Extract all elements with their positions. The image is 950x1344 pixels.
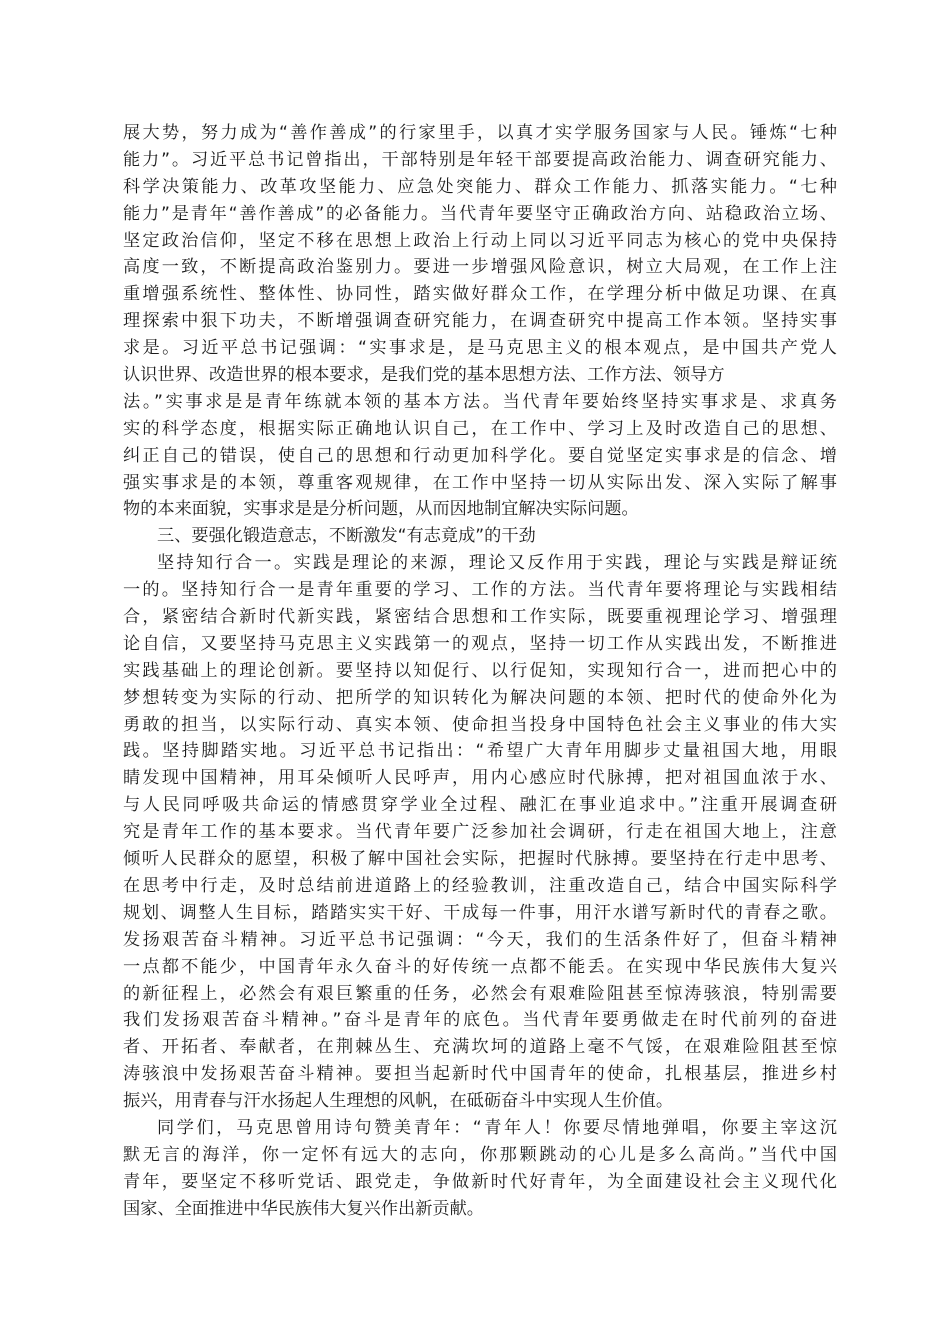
paragraph-line: 倾听人民群众的愿望，积极了解中国社会实际，把握时代脉搏。要坚持在行走中思考、 [123,849,837,870]
paragraph-line: 求是。习近平总书记强调：“实事求是，是马克思主义的根本观点，是中国共产党人 [123,338,837,359]
paragraph-line: 究是青年工作的基本要求。当代青年要广泛参加社会调研，行走在祖国大地上，注意 [123,822,837,843]
paragraph-line: 默无言的海洋，你一定怀有远大的志向，你那颗跳动的心儿是多么高尚。”当代中国 [123,1144,837,1165]
paragraph-line: 我们发扬艰苦奋斗精神。”奋斗是青年的底色。当代青年要勇做走在时代前列的奋进 [123,1010,837,1031]
paragraph-line: 强实事求是的本领，尊重客观规律，在工作中坚持一切从实际出发、深入实际了解事 [123,472,837,493]
paragraph-line: 坚持知行合一。实践是理论的来源，理论又反作用于实践，理论与实践是辩证统 [157,553,837,574]
paragraph-line: 物的本来面貌，实事求是是分析问题，从而因地制宜解决实际问题。 [123,499,639,520]
paragraph-line: 合，紧密结合新时代新实践，紧密结合思想和工作实际，既要重视理论学习、增强理 [123,607,837,628]
paragraph-line: 一的。坚持知行合一是青年重要的学习、工作的方法。当代青年要将理论与实践相结 [123,580,837,601]
document-body [123,120,837,1223]
paragraph-line: 与人民同呼吸共命运的情感贯穿学业全过程、融汇在事业追求中。”注重开展调查研 [123,795,837,816]
paragraph-line: 理探索中狠下功夫，不断增强调查研究能力，在调查研究中提高工作本领。坚持实事 [123,311,837,332]
paragraph-line: 涛骇浪中发扬艰苦奋斗精神。要担当起新时代中国青年的使命，扎根基层，推进乡村 [123,1064,837,1085]
paragraph-line: 规划、调整人生目标，踏踏实实干好、干成每一件事，用汗水谱写新时代的青春之歌。 [123,902,837,923]
paragraph-line: 梦想转变为实际的行动、把所学的知识转化为解决问题的本领、把时代的使命外化为 [123,687,837,708]
section-heading: 三、要强化锻造意志，不断激发“有志竟成”的干劲 [157,526,536,547]
paragraph-line: 践。坚持脚踏实地。习近平总书记指出：“希望广大青年用脚步丈量祖国大地，用眼 [123,741,837,762]
paragraph-line: 的新征程上，必然会有艰巨繁重的任务，必然会有艰难险阻甚至惊涛骇浪，特别需要 [123,983,837,1004]
paragraph-line: 纠正自己的错误，使自己的思想和行动更加科学化。要自觉坚定实事求是的信念、增 [123,445,837,466]
paragraph-line: 展大势，努力成为“善作善成”的行家里手，以真才实学服务国家与人民。锤炼“七种 [123,123,837,143]
paragraph-line: 能力”是青年“善作善成”的必备能力。当代青年要坚守正确政治方向、站稳政治立场、 [123,203,837,224]
paragraph-line: 者、开拓者、奉献者，在荆棘丛生、充满坎坷的道路上毫不气馁，在艰难险阻甚至惊 [123,1037,837,1058]
paragraph-line: 青年，要坚定不移听党话、跟党走，争做新时代好青年，为全面建设社会主义现代化 [123,1171,837,1192]
paragraph-line: 勇敢的担当，以实际行动、真实本领、使命担当投身中国特色社会主义事业的伟大实 [123,714,837,735]
paragraph-line: 科学决策能力、改革攻坚能力、应急处突能力、群众工作能力、抓落实能力。“七种 [123,176,837,197]
paragraph-line: 能力”。习近平总书记曾指出，干部特别是年轻干部要提高政治能力、调查研究能力、 [123,149,837,170]
paragraph-line: 法。”实事求是是青年练就本领的基本方法。当代青年要始终坚持实事求是、求真务 [123,391,837,412]
paragraph-line: 振兴，用青春与汗水扬起人生理想的风帆，在砥砺奋斗中实现人生价值。 [123,1091,674,1112]
paragraph-line: 在思考中行走，及时总结前进道路上的经验教训，注重改造自己，结合中国实际科学 [123,875,837,896]
paragraph-line: 坚定政治信仰，坚定不移在思想上政治上行动上同以习近平同志为核心的党中央保持 [123,230,837,251]
paragraph-line: 同学们，马克思曾用诗句赞美青年：“青年人！你要尽情地弹唱，你要主宰这沉 [157,1117,837,1138]
paragraph-line: 国家、全面推进中华民族伟大复兴作出新贡献。 [123,1198,484,1219]
paragraph-line: 一点都不能少，中国青年永久奋斗的好传统一点都不能丢。在实现中华民族伟大复兴 [123,956,837,977]
paragraph-line: 认识世界、改造世界的根本要求，是我们党的基本思想方法、工作方法、领导方 [123,365,725,386]
paragraph-line: 实践基础上的理论创新。要坚持以知促行、以行促知，实现知行合一，进而把心中的 [123,660,837,681]
paragraph-line: 重增强系统性、整体性、协同性，踏实做好群众工作，在学理分析中做足功课、在真 [123,284,837,305]
paragraph-line: 高度一致，不断提高政治鉴别力。要进一步增强风险意识，树立大局观，在工作上注 [123,257,837,278]
paragraph-line: 发扬艰苦奋斗精神。习近平总书记强调：“今天，我们的生活条件好了，但奋斗精神 [123,929,837,950]
paragraph-line: 论自信，又要坚持马克思主义实践第一的观点，坚持一切工作从实践出发，不断推进 [123,633,837,654]
paragraph-line: 实的科学态度，根据实际正确地认识自己，在工作中、学习上及时改造自己的思想、 [123,418,837,439]
paragraph-line: 睛发现中国精神，用耳朵倾听人民呼声，用内心感应时代脉搏，把对祖国血浓于水、 [123,768,837,789]
